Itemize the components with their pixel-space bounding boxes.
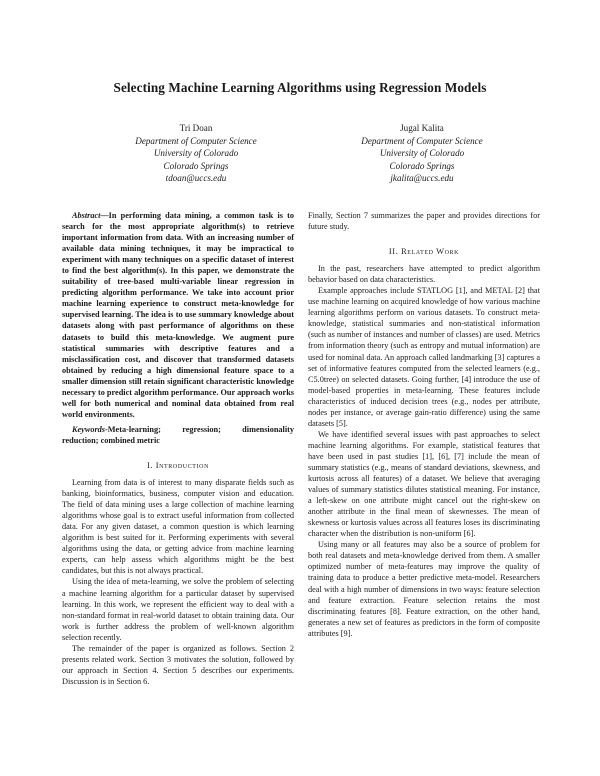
paper-title: Selecting Machine Learning Algorithms using Regression Models [113,80,487,95]
related-paragraph: Using many or all features may also be a source of problem for both real datasets and meta-knowledge derived from them. A smaller optimized number of meta-features may improve the quality of training data to produce a better predictive meta-model. Researchers deal with a high number of dimensions in two ways: feature selection and feature extraction. Feature selection retains the most discriminating features [8]. Feature extraction, on the other hand, generates a new set of features as predictors in the form of composite attributes [9]. [308,540,540,638]
intro-paragraph: Using the idea of meta-learning, we solve the problem of selecting a machine learning algorithm for a particular dataset by supervised learning. In this work, we represent the efficient way to deal with a non-standard format in real-world dataset to obtain training data. Our work is further address the problem of well-known algorithm selection recently. [62,577,294,642]
section-heading-introduction: I. Introduction [146,460,210,470]
left-column [62,210,294,687]
intro-paragraph: The remainder of the paper is organized as follows. Section 2 presents related work. Section 3 motivates the solution, followed by our approach in Section 4. Section 5 describes our experiments. Discussion is in Section 6. [62,643,294,686]
abstract [62,210,294,420]
author-block-1 [76,122,316,185]
author-city: Colorado Springs [389,160,455,171]
author-department: Department of Computer Science [361,135,483,146]
author-block-2 [302,122,542,185]
intro-continuation: Finally, Section 7 summarizes the paper and provides directions for future study. [308,211,540,232]
author-university: University of Colorado [379,148,465,159]
author-city: Colorado Springs [163,160,229,171]
related-paragraph: Example approaches include STATLOG [1], and METAL [2] that use machine learning on acquired knowledge of how various machine learning algorithms perform on various datasets. To construct meta-knowledge, statistical summaries and non-statistical information (such as number of instances and number of classes) are used. Metrics from information theory (such as entropy and mutual information) are used for nominal data. An approach called landmarking [3] captures a set of informative features computed from the selected learners (e.g., C5.0tree) on selected datasets. Going further, [4] introduce the use of model-based properties in meta-learning. These features include characteristics of induced decision trees (e.g., nodes per attribute, nodes per instance, or average gain-ratio difference) using the same datasets [5]. [308,286,540,428]
author-name: Jugal Kalita [400,123,444,133]
section-heading-related-work: II. Related Work [388,247,460,257]
abstract-lead: Abstract [72,211,101,220]
author-name: Tri Doan [179,123,213,133]
author-department: Department of Computer Science [135,135,257,146]
author-email: tdoan@uccs.edu [165,173,227,184]
related-paragraph: In the past, researchers have attempted to predict algorithm behavior based on data characteristics. [308,264,540,285]
intro-paragraph: Learning from data is of interest to many disparate fields such as banking, bioinformatics, business, computer vision and education. The field of data mining uses a large collection of machine learning algorithms whose goal is to extract useful information from collected data. For any given dataset, a common question is which learning algorithm is best suited for it. Performing experiments with several algorithms using the data, or getting advice from machine learning experts, can help assess which algorithms might be the best candidates, but this is not always practical. [62,478,294,576]
keywords-text: -Meta-learning; regression; dimensionality reduction; combined metric [62,424,294,445]
abstract-text: —In performing data mining, a common task is to search for the most appropriate algorithm(s) to retrieve important information from data. With an increasing number of available data mining techniques, it may be impractical to experiment with many techniques on a specific dataset of interest to find the best algorithm(s). In this paper, we demonstrate the suitability of tree-based multi-variable linear regression in predicting algorithm performance. We take into account prior machine learning experience to construct meta-knowledge for supervised learning. The idea is to use summary knowledge about datasets along with past performance of algorithms on these datasets to build this meta-knowledge. We augment pure statistical summaries with descriptive features and a misclassification cost, and discover that transformed datasets obtained by reducing a high dimensional feature space to a smaller dimension still retain significant characteristic knowledge necessary to predict algorithm performance. Our approach works well for both numerical and nominal data obtained from real world environments. [62,211,294,419]
keywords [62,424,294,446]
right-column [308,210,540,639]
related-paragraph: We have identified several issues with past approaches to select machine learning algorithms. For example, statistical features that have been used in past studies [1], [6], [7] include the mean of summary statistics (e.g., means of standard deviations, skewness, and kurtosis across all features) of a dataset. We believe that averaging values of summary statistics dilutes statistical meaning. For instance, a left-skew on one attribute might cancel out the right-skew on another attribute in the final mean of skewnesses. The mean of skewness or kurtosis values across all features loses its discriminating character when the distribution is non-uniform [6]. [308,429,540,539]
author-university: University of Colorado [153,148,239,159]
keywords-lead: Keywords [72,424,105,434]
author-email: jkalita@uccs.edu [390,173,454,184]
